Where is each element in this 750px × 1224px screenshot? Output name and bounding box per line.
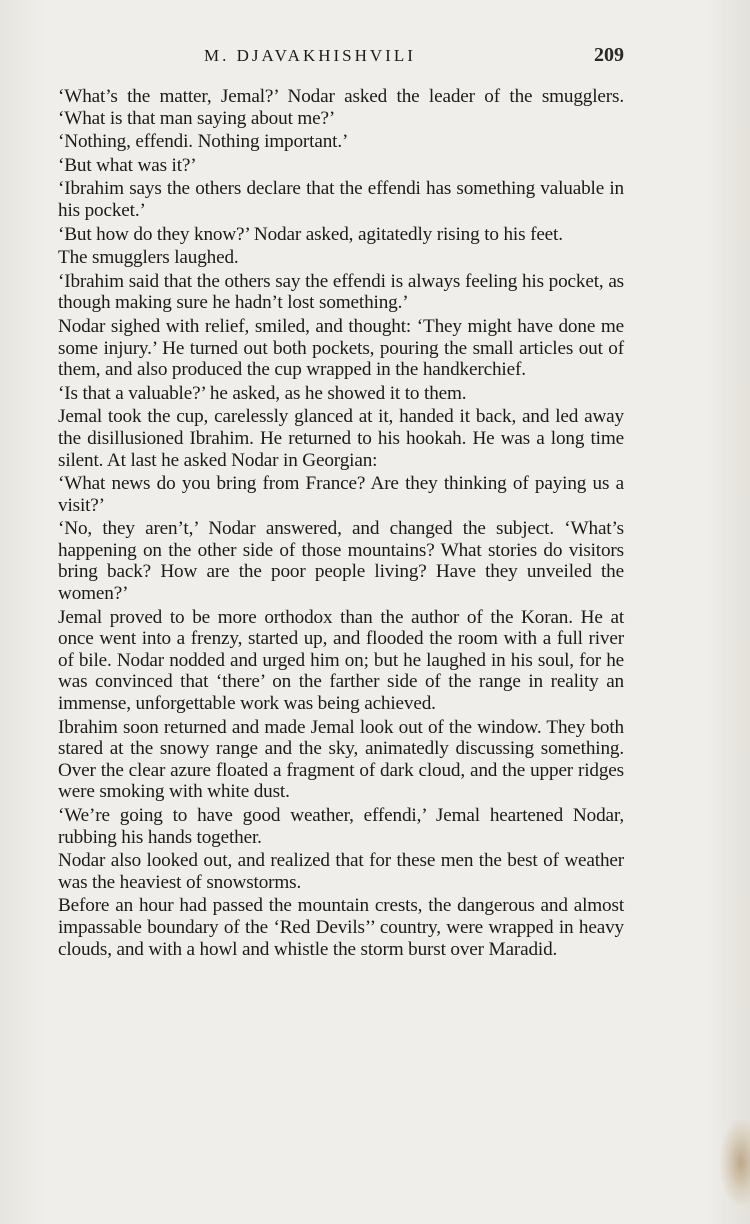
paragraph: ‘We’re going to have good weather, effendi,’ Jemal heartened Nodar, rubbing his hands together.	[58, 805, 624, 848]
paragraph: ‘No, they aren’t,’ Nodar answered, and changed the subject. ‘What’s happening on the other side of those mountains? What stories do visitors bring back? How are the poor people living? Have they unveiled the women?’	[58, 518, 624, 605]
body-text	[58, 86, 624, 962]
paragraph: ‘Is that a valuable?’ he asked, as he showed it to them.	[58, 382, 467, 404]
paragraph: ‘Ibrahim says the others declare that the effendi has something valuable in his pocket.’	[58, 178, 624, 221]
page-number: 209	[594, 44, 624, 66]
paragraph: ‘But what was it?’	[58, 154, 197, 176]
paragraph: Ibrahim soon returned and made Jemal look out of the window. They both stared at the snowy range and the sky, animatedly discussing something. Over the clear azure floated a fragment of dark cloud, and the upper ridges were smoking with white dust.	[58, 716, 624, 803]
paragraph: ‘What news do you bring from France? Are they thinking of paying us a visit?’	[58, 473, 624, 516]
paragraph: ‘Ibrahim said that the others say the effendi is always feeling his pocket, as though making sure he hadn’t lost something.’	[58, 270, 624, 314]
paragraph: Jemal took the cup, carelessly glanced at it, handed it back, and led away the disillusioned Ibrahim. He returned to his hookah. He was a long time silent. At last he asked Nodar in Georgian:	[58, 406, 624, 471]
paragraph: Nodar sighed with relief, smiled, and thought: ‘They might have done me some injury.’ He turned out both pockets, pouring the small articles out of them, and also produced the cup wrapped in the handkerchief.	[58, 315, 624, 381]
paragraph: ‘But how do they know?’ Nodar asked, agitatedly rising to his feet.	[58, 223, 563, 245]
running-head	[58, 46, 624, 72]
page-edge-stain	[720, 1120, 750, 1205]
paragraph: ‘What’s the matter, Jemal?’ Nodar asked the leader of the smugglers. ‘What is that man saying about me?’	[58, 86, 624, 129]
paragraph: Before an hour had passed the mountain crests, the dangerous and almost impassable boundary of the ‘Red Devils’’ country, were wrapped in heavy clouds, and with a howl and whistle the storm burst over Maradid.	[58, 895, 624, 960]
paragraph: ‘Nothing, effendi. Nothing important.’	[58, 131, 349, 153]
paragraph: Nodar also looked out, and realized that for these men the best of weather was the heaviest of snowstorms.	[58, 850, 624, 893]
paragraph: The smugglers laughed.	[58, 247, 239, 269]
running-head-author: M. DJAVAKHISHVILI	[204, 46, 416, 65]
paragraph: Jemal proved to be more orthodox than the author of the Koran. He at once went into a frenzy, started up, and flooded the room with a full river of bile. Nodar nodded and urged him on; but he laughed in his soul, for he was convinced that ‘there’ on the farther side of the range in reality an immense, unforgettable work was being achieved.	[58, 606, 624, 715]
